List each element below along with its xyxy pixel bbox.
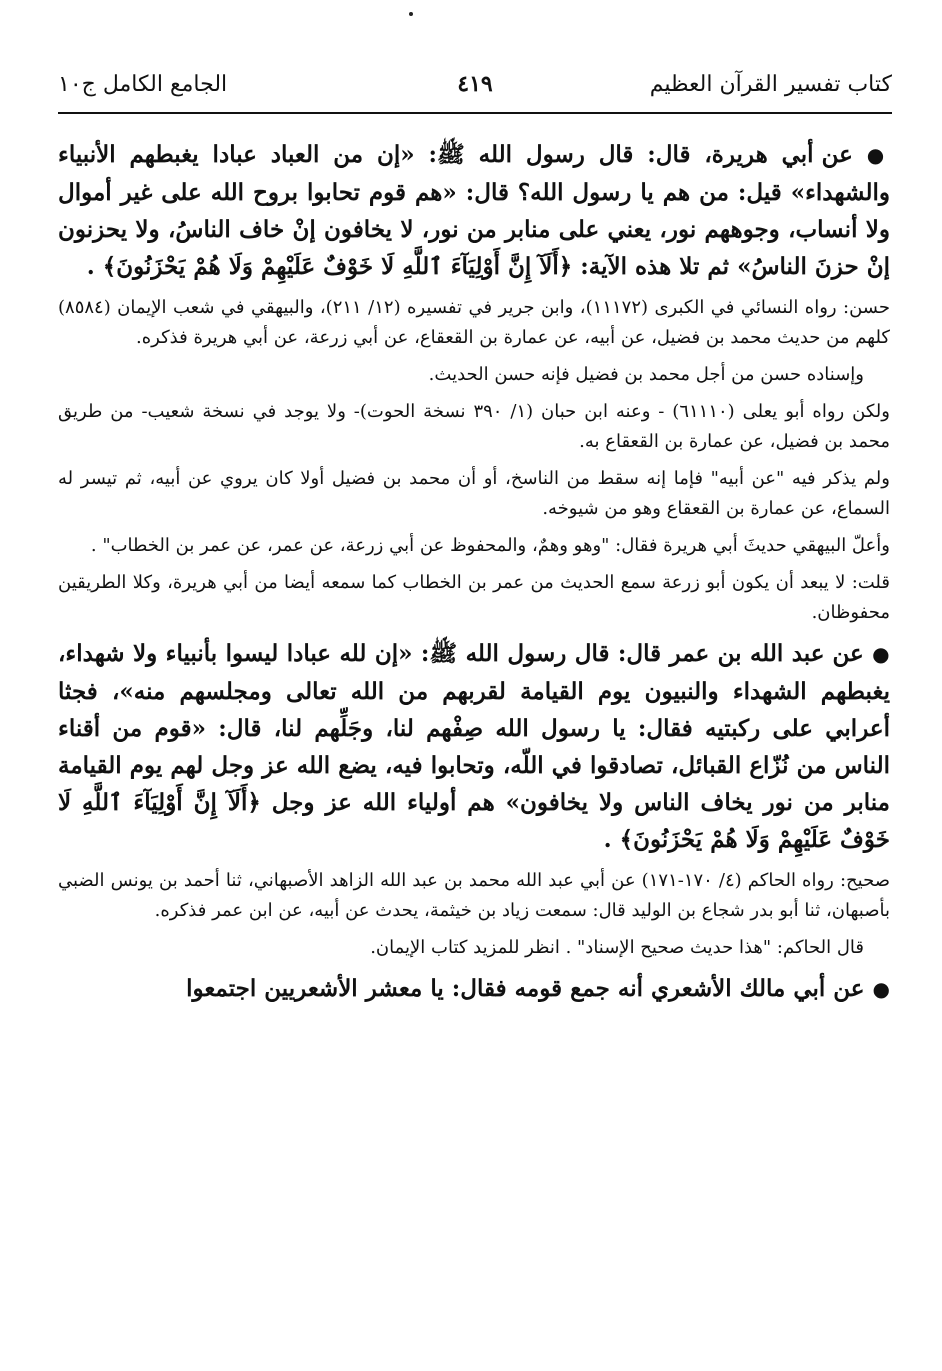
bullet-icon: ●: [866, 143, 890, 167]
takhrij-note: وأعلّ البيهقي حديثَ أبي هريرة فقال: "وهو وهمٌ، والمحفوظ عن أبي زرعة، عن عمر، عن عمر بن الخطاب" .: [90, 535, 890, 556]
page-number: ٤١٩: [457, 71, 493, 97]
takhrij-note: ولكن رواه أبو يعلى (٦١١١٠) - وعنه ابن حبان (١/ ٣٩٠ نسخة الحوت)- ولا يوجد في نسخة شعيب- من طريق محمد بن فضيل، عن عمارة بن القعقاع به.: [58, 401, 890, 452]
bullet-icon: ●: [872, 977, 890, 1001]
hadith-text: عن أبي هريرة، قال: قال رسول الله ﷺ: «إن من العباد عبادا يغبطهم الأنبياء والشهداء» قيل: من هم يا رسول الله؟ قال: «هم قوم تحابوا بروح الله على غير أموال ولا أنساب، وجوههم نور، يعني على منابر من نور، لا يخافون إنْ خاف الناسُ، ولا يحزنون إنْ حزنَ الناسُ» ثم تلا هذه الآية: ﴿أَلَآ إِنَّ أَوْلِيَآءَ ٱللَّهِ لَا خَوْفٌ عَلَيْهِمْ وَلَا هُمْ يَحْزَنُونَ﴾ .: [58, 141, 890, 280]
volume-title: الجامع الكامل ج١٠: [58, 71, 228, 97]
hadith-paragraph: [58, 970, 890, 1008]
takhrij-note: قلت: لا يبعد أن يكون أبو زرعة سمع الحديث من عمر بن الخطاب كما سمعه أيضا من أبي هريرة، وكلا الطريقين محفوظان.: [58, 572, 890, 623]
header-divider: [58, 112, 892, 114]
takhrij-note: ولم يذكر فيه "عن أبيه" فإما إنه سقط من الناسخ، أو أن محمد بن فضيل أولا كان يروي عن أبيه، ثم تيسر له السماع، عن عمارة بن القعقاع وهو من شيوخه.: [58, 468, 890, 519]
bullet-icon: ●: [872, 642, 890, 666]
takhrij-note: قال الحاكم: "هذا حديث صحيح الإسناد" . انظر للمزيد كتاب الإيمان.: [370, 937, 864, 958]
page-body: [58, 136, 890, 1016]
hadith-text: عن عبد الله بن عمر قال: قال رسول الله ﷺ: «إن لله عبادا ليسوا بأنبياء ولا شهداء، يغبطهم الشهداء والنبيون يوم القيامة لقربهم من الله تعالى ومجلسهم منه»، فجثا أعرابي على ركبتيه فقال: يا رسول الله صِفْهم لنا، وجَلِّهم لنا، قال: «قوم من أقناء الناس من نُزّاع القبائل، تصادقوا في اللّه، وتحابوا فيه، يضع الله عز وجل لهم يوم القيامة منابر من نور يخاف الناس ولا يخافون» هم أولياء الله عز وجل ﴿أَلَآ إِنَّ أَوْلِيَآءَ ٱللَّهِ لَا خَوْفٌ عَلَيْهِمْ وَلَا هُمْ يَحْزَنُونَ﴾ .: [58, 640, 890, 853]
hadith-paragraph: [58, 635, 890, 858]
takhrij-note: حسن: رواه النسائي في الكبرى (١١١٧٢)، وابن جرير في تفسيره (١٢/ ٢١١)، والبيهقي في شعب الإيمان (٨٥٨٤) كلهم من حديث محمد بن فضيل، عن أبيه، عن عمارة بن القعقاع، عن أبي زرعة، عن أبي هريرة فذكره.: [58, 297, 890, 348]
page-header: [58, 62, 892, 106]
hadith-text: عن أبي مالك الأشعري أنه جمع قومه فقال: يا معشر الأشعريين اجتمعوا: [186, 975, 865, 1002]
takhrij-note: صحيح: رواه الحاكم (٤/ ١٧٠-١٧١) عن أبي عبد الله محمد بن عبد الله الزاهد الأصبهاني، ثنا أحمد بن يونس الضبي بأصبهان، ثنا أبو بدر شجاع بن الوليد قال: سمعت زياد بن خيثمة، يحدث عن أبيه، عن ابن عمر فذكره.: [58, 870, 890, 921]
hadith-paragraph: [58, 136, 890, 285]
book-title: كتاب تفسير القرآن العظيم: [649, 71, 892, 97]
ink-dot: [409, 12, 413, 16]
takhrij-note: وإسناده حسن من أجل محمد بن فضيل فإنه حسن الحديث.: [428, 364, 864, 385]
